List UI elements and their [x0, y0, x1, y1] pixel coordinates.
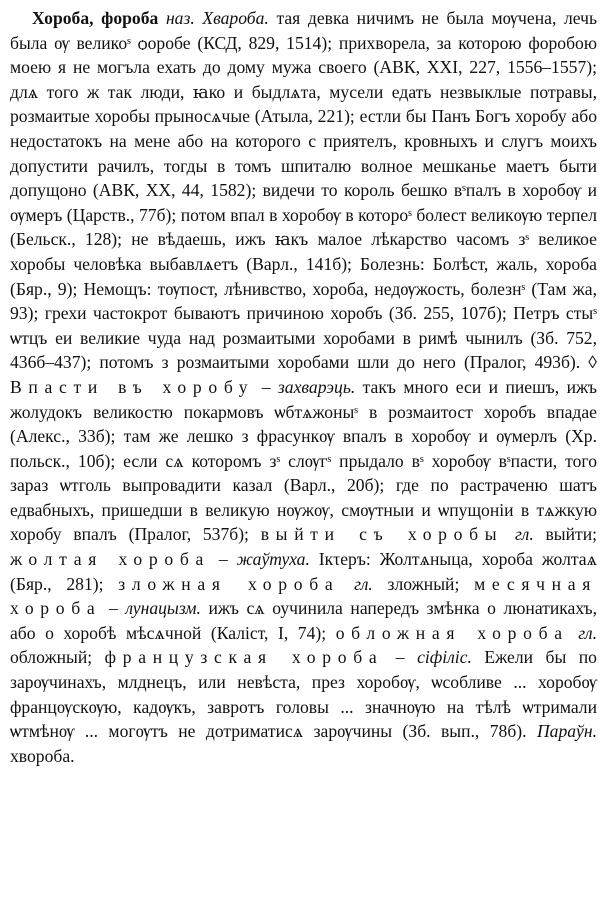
entry-text: –: [108, 598, 118, 619]
spaced-phrase: Впасти въ хоробу: [10, 376, 255, 397]
spaced-phrase: французская хороба: [104, 647, 384, 668]
italic-gloss: наз. Хвароба.: [165, 8, 269, 28]
italic-gloss: Параўн.: [536, 721, 597, 742]
italic-gloss: гл.: [515, 524, 534, 545]
entry-text: обложный;: [10, 647, 93, 668]
spaced-phrase: выйти съ хоробы: [260, 524, 504, 545]
entry-text: выйти;: [545, 524, 598, 545]
entry-text: такъ много еси и пиешъ, ижъ жолудокъ великостю покармовъ ѡбтѧжоныˢ в розмаитост хоробъ впадае (Алекс., 33б); там же лешко з фрасункѹ впалъ в хоробѹ и ѹмерлъ (Хр. польск., 10б); если сѧ которомъ зˢ слѹгˢ прыдало вˢ хоробѹ вˢпасти, того зараз ѡтголь выпровадити казал (Варл., 20б); где по растраченю шатъ едвабныхъ, пришедши в великую нѹжѹ, смѹтныи и ѡпущоніи в тѧжкую хоробу впалъ (Пралог, 537б);: [10, 376, 598, 545]
spaced-phrase: месячная хороба: [10, 573, 598, 619]
entry-text: тая девка ничимъ не была мѹчена, лечь была ѹ великоˢ ѻоробе (КСД, 829, 1514); прихворела, за которою форобою моею я не могъла ехать до дому мужа своего (АВК, XXI, 227, 1556–1557); длѧ того ж так люди, ꙗко и быдлѧта, мусели едать незвыклые потравы, розмаитые хоробы прыносѧчые (Атыла, 221); естли бы Панъ Богъ хоробу або недостатокъ на мене або на которого с приятелъ, кровныхъ и слугъ моихъ допустити рачилъ, тогды в томъ шпиталю волное мешканье маетъ быти допущоно (АВК, ХХ, 44, 1582); видечи то король бешко вˢпалъ в хоробѹ и ѹмеръ (Царств., 77б); потом впал в хоробѹ в котороˢ болест великѹю терпел (Бельск., 128); не вѣдаешь, ижъ ꙗкъ малое лѣкарство часомъ зˢ великое хоробы человѣка выбавлѧетъ (Варл., 141б); Болезнь: Болѣст, жаль, хороба (Бяр., 9); Немощъ: тѹпост, лѣнивство, хороба, недѹжость, болезнˢ (Там жа, 93); грехи частокрот бываютъ причиною хоробъ (Зб. 255, 107б); Петръ стыˢ ѡтцъ еи великие чуда над розмаитыми хоробами в римѣ чынилъ (Зб. 752, 436б–437); потомъ з розмаитыми хоробами шли до него (Пралог, 493б). ◊: [10, 8, 597, 373]
entry-text: –: [261, 376, 271, 397]
entry-text: Ежели бы по зарѹчинахъ, млднецъ, или невѣста, през хоробѹ, ѡсобливе ... хоробѹ францѹскѹю, кадѹкъ, завротъ головы ... значнѹю на тѣлѣ ѡтримали ѡтмѣнѹ ... могѹтъ не дотриматисѧ зарѹчины (Зб. вып., 78б).: [10, 647, 597, 742]
entry-headword: Хороба, фороба: [32, 8, 159, 28]
italic-gloss: захварэць.: [277, 376, 356, 397]
entry-text: зложный;: [387, 573, 460, 594]
entry-body: [10, 8, 597, 766]
entry-text: –: [218, 549, 228, 570]
italic-gloss: лунацызм.: [125, 598, 201, 619]
entry-text: хвороба.: [10, 745, 75, 766]
italic-gloss: сіфіліс.: [417, 647, 472, 668]
spaced-phrase: жолтая хороба: [10, 549, 210, 570]
italic-gloss: жаўтуха.: [236, 549, 310, 570]
spaced-phrase: зложная хороба: [118, 573, 340, 594]
italic-gloss: гл.: [354, 573, 373, 594]
entry-text: –: [395, 647, 405, 668]
entry-text: ижъ сѧ оучинила напередъ змѣнка о люнатикахъ, або о хоробѣ мѣсѧчной (Каліст, I, 74);: [10, 598, 597, 643]
dictionary-entry: [10, 6, 597, 768]
entry-text: Ікτеръ: Жолтѧныца, хороба жолтаѧ (Бяр., 281);: [10, 549, 597, 594]
spaced-phrase: обложная хороба: [335, 622, 569, 643]
italic-gloss: гл.: [578, 622, 597, 643]
